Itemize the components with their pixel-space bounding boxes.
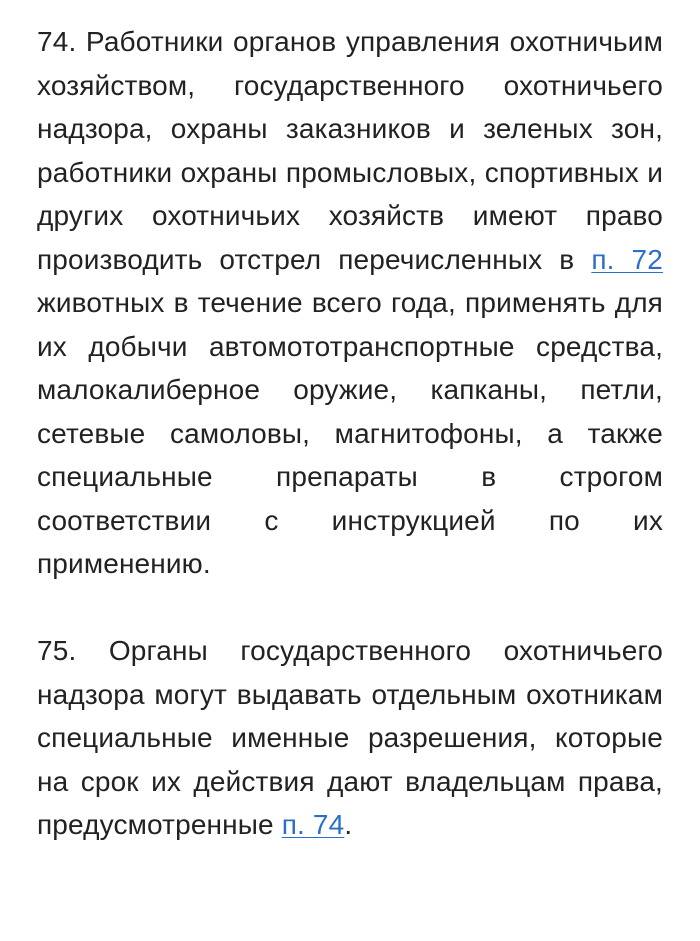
paragraph-74-text-end: животных в течение всего года, применять для их добычи автомототранспортные средства, малокалиберное оружие, капканы, петли, сетевые самоловы, магнитофоны, а также специальные препараты в строгом соответствии с инструкцией по их применению. (37, 287, 663, 579)
paragraph-75 (37, 629, 663, 847)
link-p74[interactable]: п. 74 (281, 809, 345, 840)
paragraph-75-text: 75. Органы государственного охотничьего надзора могут выдавать отдельным охотникам специальные именные разрешения, которые на срок их действия дают владельцам права, предусмотренные (37, 635, 663, 840)
paragraph-74 (37, 20, 663, 586)
paragraph-75-text-end: . (344, 809, 353, 840)
link-p72[interactable]: п. 72 (591, 243, 663, 275)
document-body (37, 20, 663, 847)
paragraph-74-text: 74. Работники органов управления охотничьим хозяйством, государственного охотничьего надзора, охраны заказников и зеленых зон, работники охраны промысловых, спортивных и других охотничьих хозяйств имеют право производить отстрел перечисленных в (37, 26, 663, 275)
